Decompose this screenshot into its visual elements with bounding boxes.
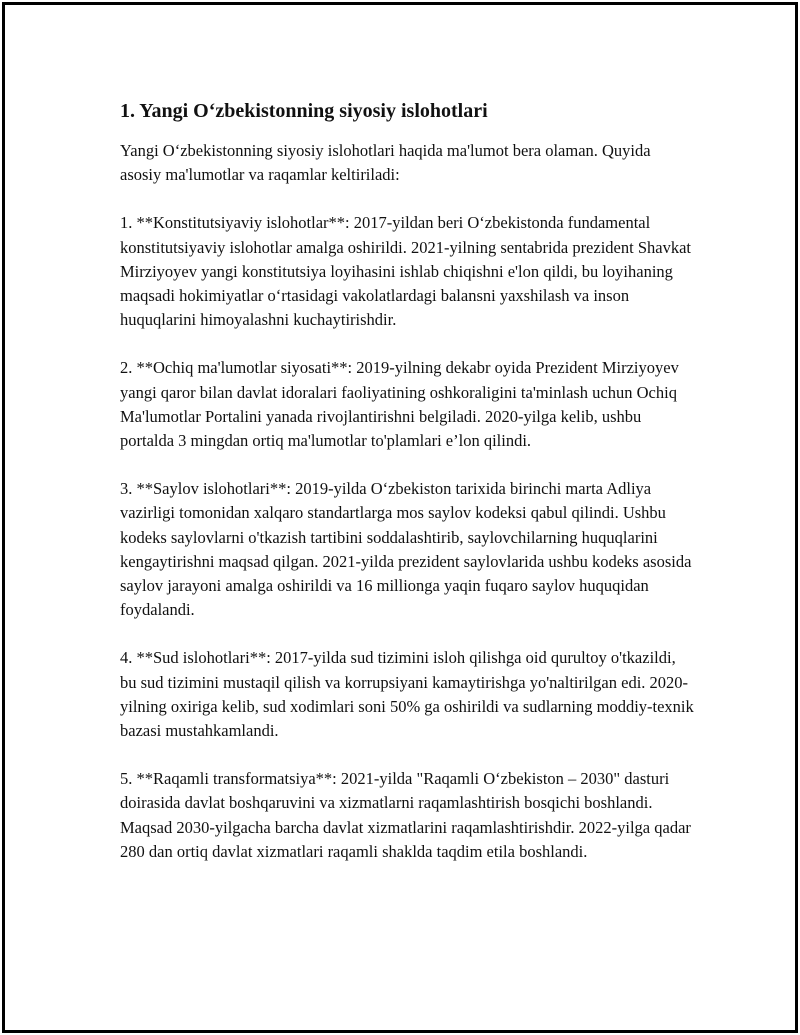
paragraph-election-reforms: 3. **Saylov islohotlari**: 2019-yilda O‘zbekiston tarixida birinchi marta Adliya vazirligi tomonidan xalqaro standartlarga mos saylov kodeksi qabul qilindi. Ushbu kodeks saylovlarni o'tkazish tartibini soddalashtirib, saylovchilarning huquqlarini kengaytirishni maqsad qilgan. 2021-yilda prezident saylovlarida ushbu kodeks asosida saylov jarayoni amalga oshirildi va 16 millionga yaqin fuqaro saylov huquqidan foydalandi. xyxy=(120,479,692,620)
intro-paragraph: Yangi O‘zbekistonning siyosiy islohotlari haqida ma'lumot bera olaman. Quyida asosiy ma'lumotlar va raqamlar keltiriladi: xyxy=(120,141,651,185)
document-content xyxy=(120,97,695,888)
paragraph-digital-transformation: 5. **Raqamli transformatsiya**: 2021-yilda "Raqamli O‘zbekiston – 2030" dasturi doirasida davlat boshqaruvini va xizmatlarni raqamlashtirish bosqichi boshlandi. Maqsad 2030-yilgacha barcha davlat xizmatlarini raqamlashtirishdir. 2022-yilga qadar 280 dan ortiq davlat xizmatlari raqamli shaklda taqdim etila boshlandi. xyxy=(120,769,691,861)
paragraph-open-data-policy: 2. **Ochiq ma'lumotlar siyosati**: 2019-yilning dekabr oyida Prezident Mirziyoyev yangi qaror bilan davlat idoralari faoliyatining oshkoraligini ta'minlash uchun Ochiq Ma'lumotlar Portalini yanada rivojlantirishni belgiladi. 2020-yilga kelib, ushbu portalda 3 mingdan ortiq ma'lumotlar to'plamlari e’lon qilindi. xyxy=(120,358,679,451)
section-heading: 1. Yangi O‘zbekistonning siyosiy islohotlari xyxy=(120,100,488,122)
paragraph-judicial-reforms: 4. **Sud islohotlari**: 2017-yilda sud tizimini isloh qilishga oid qurultoy o'tkazildi, bu sud tizimini mustaqil qilish va korrupsiyani kamaytirishga yo'naltirilgan edi. 2020-yilning oxiriga kelib, sud xodimlari soni 50% ga oshirildi va sudlarning moddiy-texnik bazasi mustahkamlandi. xyxy=(120,648,694,741)
paragraph-constitutional-reforms: 1. **Konstitutsiyaviy islohotlar**: 2017-yildan beri O‘zbekistonda fundamental konstitutsiyaviy islohotlar amalga oshirildi. 2021-yilning sentabrida prezident Shavkat Mirziyoyev yangi konstitutsiya loyihasini ishlab chiqishni e'lon qildi, bu loyihaning maqsadi hokimiyatlar o‘rtasidagi vakolatlardagi balansni yaxshilash va inson huquqlarini himoyalashni kuchaytirishdir. xyxy=(120,213,691,330)
document-page xyxy=(2,2,798,1033)
